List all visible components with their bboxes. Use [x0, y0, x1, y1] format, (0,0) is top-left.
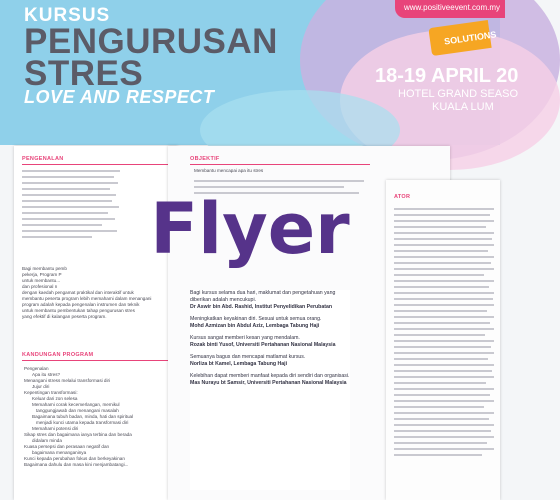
list-item: Keluar dari zon selesa	[32, 396, 78, 401]
list-item: Apa itu stres?	[32, 372, 61, 377]
venue-line-2: KUALA LUM	[432, 101, 494, 113]
section-divider	[22, 360, 172, 361]
section-heading-pengenalan: PENGENALAN	[22, 156, 64, 162]
list-item: Jujur diri	[32, 384, 50, 389]
section-heading-kandungan: KANDUNGAN PROGRAM	[22, 352, 94, 358]
website-link[interactable]: www.positiveevent.com.my	[404, 3, 501, 12]
testimonial-text: Meningkatkan keyakinan diri. Sesuai untuk semua orang.	[190, 316, 322, 322]
testimonial-author: Norliza bt Kamel, Lembaga Tabung Haji	[190, 361, 288, 367]
list-item: didalam minda	[32, 438, 62, 443]
venue-line-1: HOTEL GRAND SEASO	[398, 88, 519, 100]
header-banner	[0, 0, 519, 145]
testimonial-author: Mohd Azmizan bin Abdul Aziz, Lembaga Tabung Haji	[190, 323, 320, 329]
testimonial-author: Mas Nurayu bt Samsir, Universiti Pertahanan Nasional Malaysia	[190, 380, 347, 386]
list-item: Kunci kepada perubahan fokus dan berkeyakinan	[24, 456, 125, 461]
kursus-label: KURSUS	[24, 5, 111, 26]
list-item: Kuasa persepsi dan perasaan negatif dan	[24, 444, 110, 449]
testimonial-author: Rozak binti Yusof, Universiti Pertahanan Nasional Malaysia	[190, 342, 336, 348]
section-heading-right: ATOR	[394, 194, 411, 200]
list-item: Bagaimana dahulu dan masa kini menjambatangi...	[24, 462, 129, 467]
flyer-overlay-label: Flyer	[150, 188, 350, 270]
testimonial-text: Kelebihan dapat memberi manfaat kepada diri sendiri dan organisasi.	[190, 373, 350, 379]
section-divider	[22, 164, 172, 165]
kandungan-list	[24, 366, 174, 468]
testimonial-author: Dr Aswir bin Abd. Rashid, Institut Penyelidikan Perubatan	[190, 304, 333, 310]
subtitle: LOVE AND RESPECT	[24, 87, 215, 107]
list-item: Kepentingan transformasi:	[24, 390, 78, 395]
left-paragraph: Bagi membantu pemb pekerja, Program P untuk membantu... dan profesional n dengan kaedah pengamat praktikal dan interaktif untuk membantu peserta program lebih memahami dalam menangani program adalah kepada pengenalan instrumen dan teknik untuk membantu pembentukan tahap pengurusan stres yang efektif di kalangan peserta program.	[22, 266, 152, 319]
list-item: bagaimana menanganinya	[32, 450, 87, 455]
list-item: Pengenalan	[24, 366, 49, 371]
list-item: Bagaimana tubuh badan, minda, hati dan spiritual	[32, 414, 134, 419]
testimonial-text: Bagi kursus selama dua hari, maklumat dan pengetahuan yang diberikan adalah mencukupi.	[190, 290, 336, 303]
list-item: Memahami potensi diri	[32, 426, 79, 431]
objektif-item: Membantu mencapai apa itu stres	[194, 168, 264, 173]
event-date: 18-19 APRIL 20	[375, 65, 519, 87]
title-line-2: STRES	[24, 54, 144, 93]
list-item: menjadi kunci utama kepada transformasi diri	[36, 420, 129, 425]
list-item: Sikap stres dan bagaimana ianya terbina dan berada	[24, 432, 132, 437]
testimonial-box	[190, 290, 350, 490]
list-item: tanggungjawab dan menangani masalah	[36, 408, 119, 413]
section-heading-objektif: OBJEKTIF	[190, 156, 220, 162]
title-line-1: PENGURUSAN	[24, 22, 278, 61]
list-item: Memahami corak kecemerlangan, memikul	[32, 402, 120, 407]
section-divider	[190, 164, 370, 165]
testimonial-text: Semuanya bagus dan mencapai matlamat kursus.	[190, 354, 306, 360]
solutions-badge-text: SOLUTIONS	[443, 29, 497, 47]
list-item: Menangani stress melalui transformasi diri	[24, 378, 111, 383]
testimonial-list	[190, 290, 350, 387]
testimonial-text: Kursus sangat memberi kesan yang mendalam.	[190, 335, 300, 341]
